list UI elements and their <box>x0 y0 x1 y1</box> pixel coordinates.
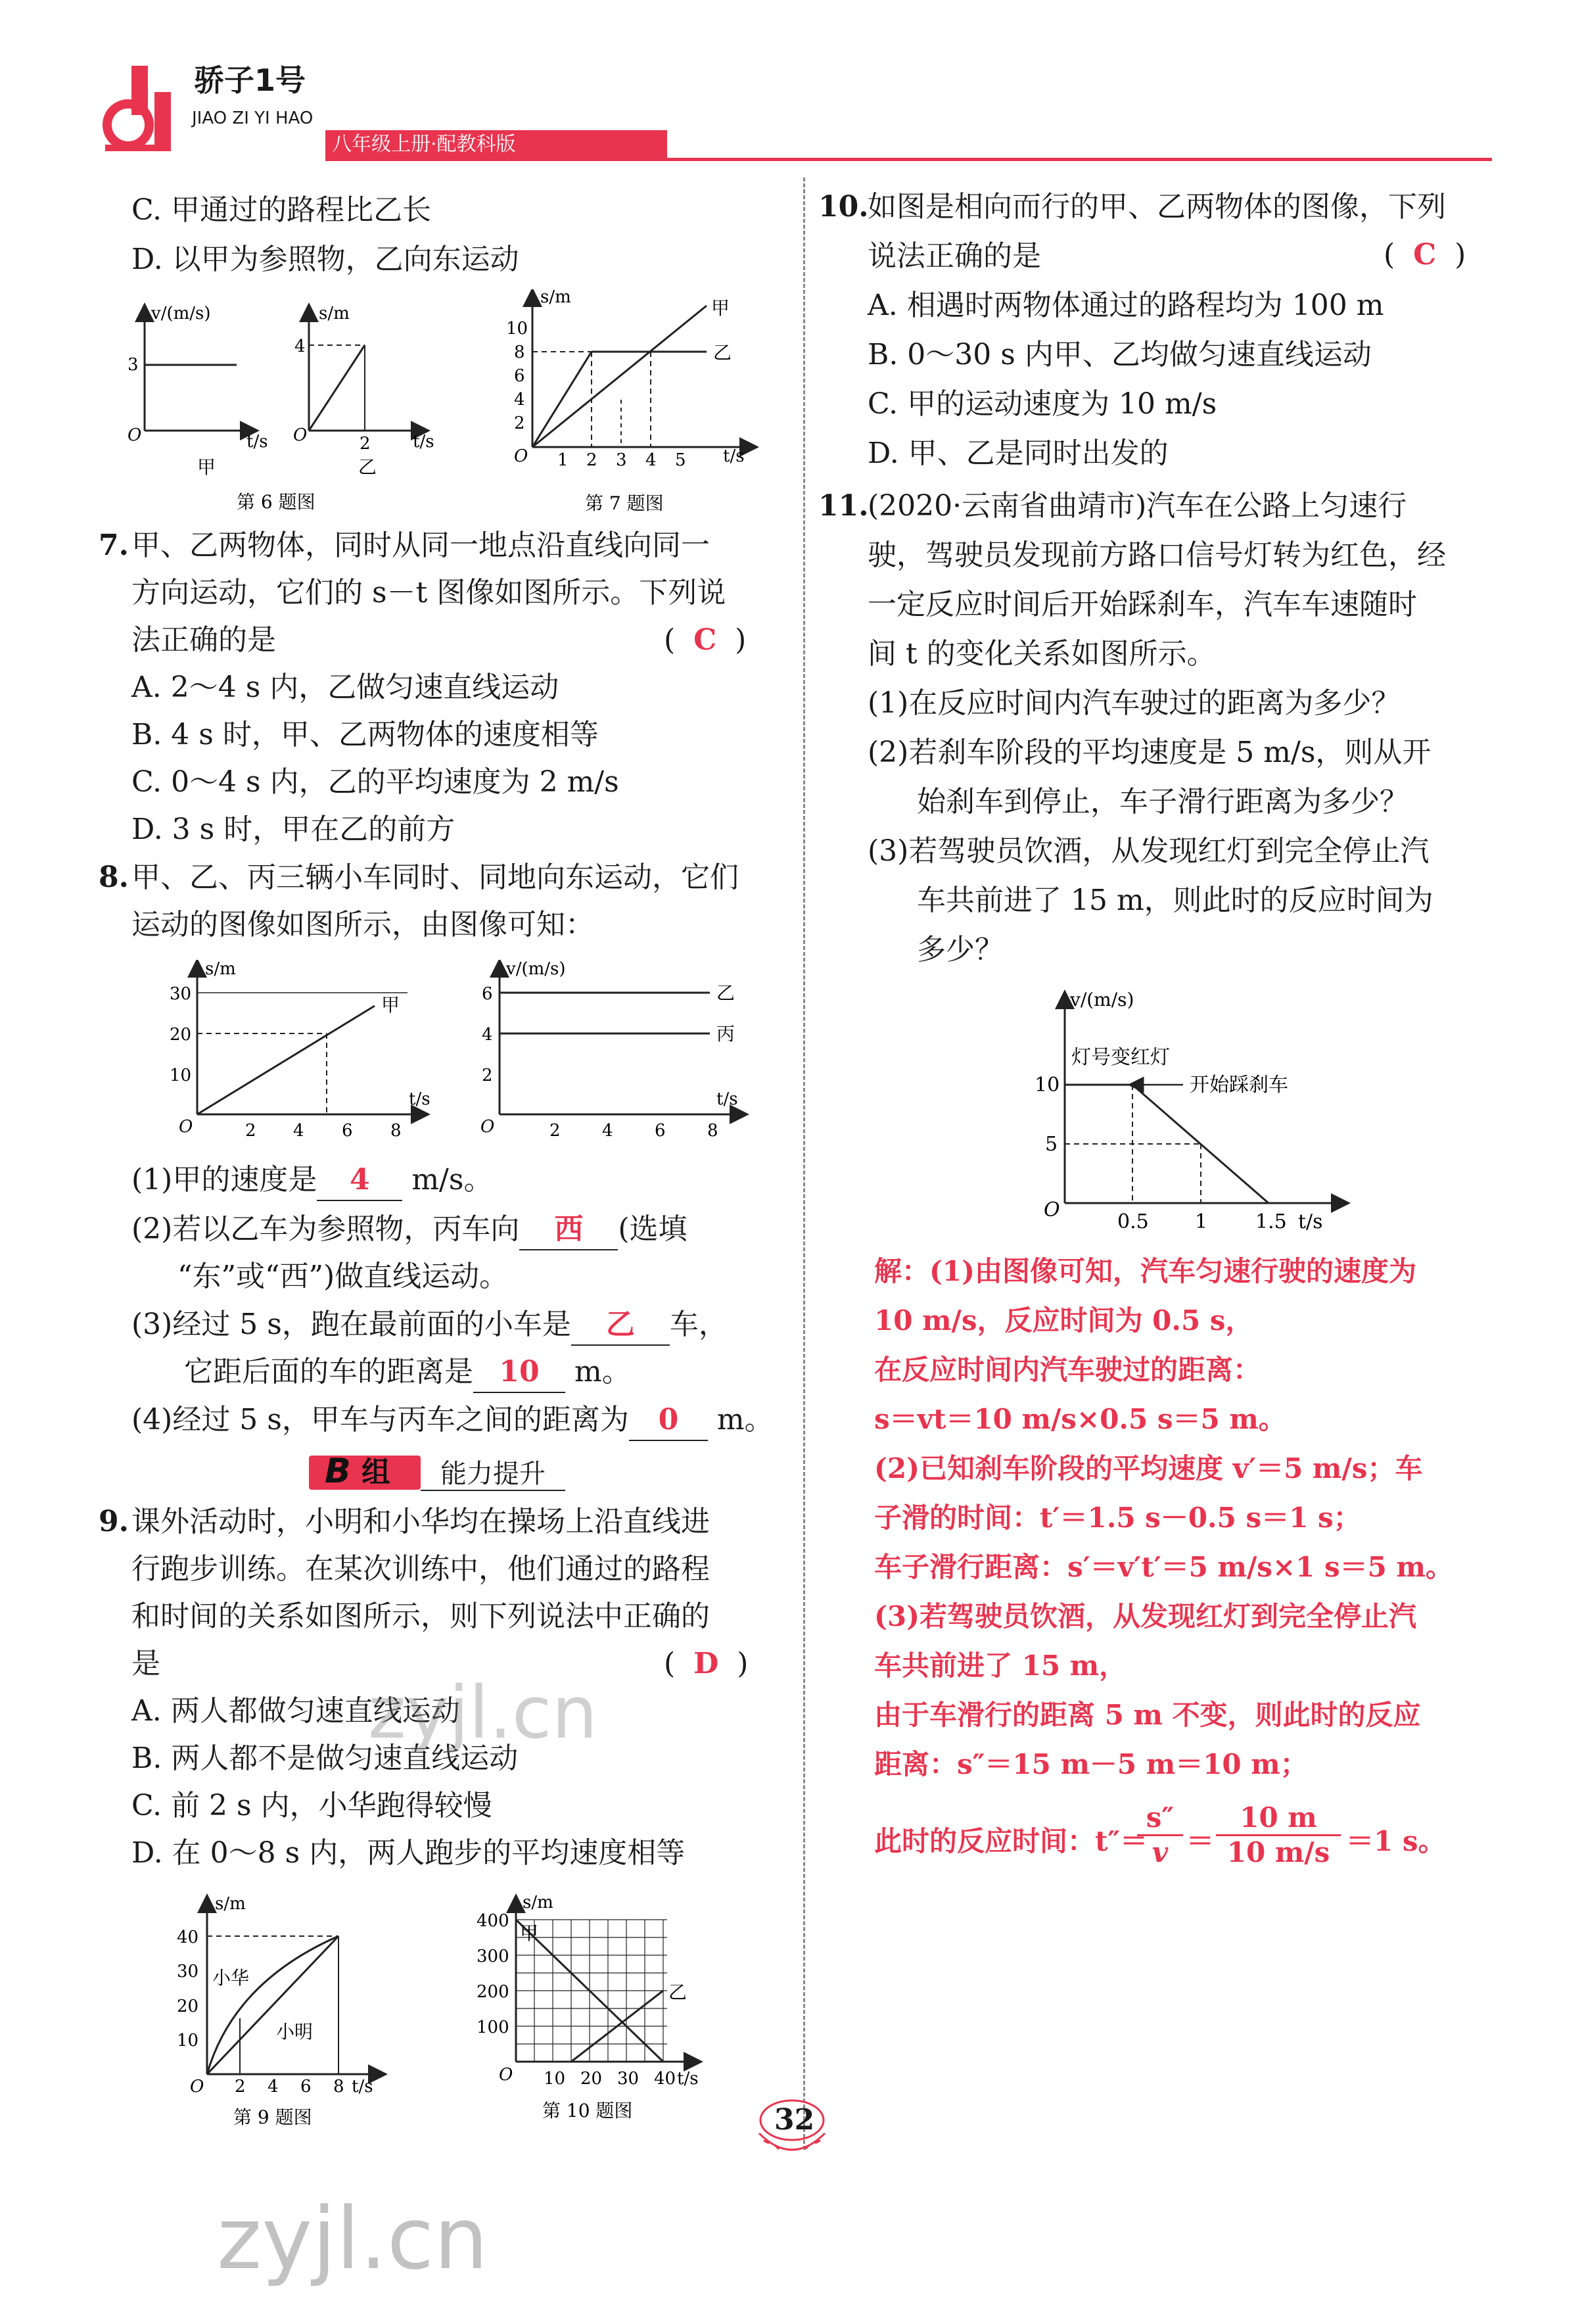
fig9-ytick-40: 40 <box>177 1928 199 1947</box>
fig8b-xtick-8: 8 <box>707 1121 718 1141</box>
fig7-jia-line <box>532 306 707 447</box>
fig10-t-label: t/s <box>677 2069 699 2089</box>
fig9-ytick-20: 20 <box>177 1997 199 2016</box>
fig8b-ytick-4: 4 <box>482 1025 493 1045</box>
fig8a-graph <box>158 960 434 1150</box>
solution-line-2: 10 m/s，反应时间为 0.5 s， <box>874 1304 1253 1337</box>
q8-p2-pre: (2)若以乙车为参照物，丙车向 <box>131 1212 520 1246</box>
q9-option-c: C. 前 2 s 内，小华跑得较慢 <box>131 1789 492 1822</box>
fig7-s-label: s/m <box>540 289 571 307</box>
fraction-2-den: 10 m/s <box>1226 1836 1330 1868</box>
fig6b-t-label: t/s <box>413 432 434 452</box>
fig9-ytick-30: 30 <box>177 1962 199 1981</box>
fig9-xtick-2: 2 <box>235 2077 246 2097</box>
microscope-logo-icon <box>92 53 184 158</box>
fig7-origin: O <box>514 446 528 466</box>
q9-option-a: A. 两人都做匀速直线运动 <box>131 1694 460 1728</box>
solution-line-3: 在反应时间内汽车驶过的距离： <box>874 1354 1261 1386</box>
fig11-note1: 灯号变红灯 <box>1071 1046 1170 1069</box>
fig8b-origin: O <box>480 1117 495 1137</box>
q6-option-c: C. 甲通过的路程比乙长 <box>131 193 432 227</box>
q8-p3b-pre: 它距后面的车的距离是 <box>184 1355 473 1388</box>
fig7-xtick-4: 4 <box>645 450 657 470</box>
fig8b-yi-label: 乙 <box>716 982 735 1004</box>
fig6a-v-tick: 3 <box>128 355 139 375</box>
fig9-xiaoming-line <box>207 1936 338 2074</box>
q7-answer-bracket: ( C ) <box>664 623 747 657</box>
fig7-xtick-1: 1 <box>557 450 569 470</box>
fig10-caption: 第 10 题图 <box>542 2100 633 2122</box>
solution-line-10: 由于车滑行的距离 5 m 不变，则此时的反应 <box>874 1699 1421 1731</box>
fig11-t-label: t/s <box>1298 1210 1323 1233</box>
fig7-ytick-8: 8 <box>514 343 525 362</box>
fig10-xtick-40: 40 <box>654 2069 676 2089</box>
solution-line-11: 距离：s″＝15 m－5 m＝10 m； <box>874 1748 1308 1780</box>
q11-line-2: 驶，驾驶员发现前方路口信号灯转为红色，经 <box>868 538 1446 572</box>
fig6-graphs <box>118 299 460 519</box>
q7-option-b: B. 4 s 时，甲、乙两物体的速度相等 <box>131 718 599 751</box>
fig6b-s-label: s/m <box>319 304 350 323</box>
q8-number: 8. <box>99 861 129 894</box>
group-b-group: 组 <box>361 1456 390 1489</box>
q8-p3b-post: m。 <box>574 1355 631 1388</box>
fig6b-yi-line <box>309 345 365 431</box>
fig11-xtick-05: 0.5 <box>1117 1210 1149 1233</box>
q8-line-1: 甲、乙、丙三辆小车同时、同地向东运动，它们 <box>131 861 739 894</box>
fig7-yi-label: 乙 <box>713 342 732 364</box>
q8-part2 <box>131 1210 687 1250</box>
fig8b-xtick-4: 4 <box>602 1121 613 1141</box>
fig6a-origin: O <box>128 425 142 445</box>
fig11-note2: 开始踩刹车 <box>1190 1074 1288 1097</box>
q11-line-4: 间 t 的变化关系如图所示。 <box>868 637 1216 671</box>
fig9-graph <box>161 1893 398 2130</box>
fig6-caption: 第 6 题图 <box>237 491 315 513</box>
q8-part1 <box>131 1160 492 1201</box>
fig8a-origin: O <box>179 1117 193 1137</box>
q8-p1-answer: 4 <box>317 1160 402 1201</box>
fig10-xtick-30: 30 <box>617 2069 640 2089</box>
q7-line-2: 方向运动，它们的 s－t 图像如图所示。下列说 <box>131 576 726 609</box>
q7-number: 7. <box>99 529 129 562</box>
page-header <box>92 53 1492 164</box>
q11-sub-3: (3)若驾驶员饮酒，从发现红灯到完全停止汽 <box>868 834 1430 868</box>
fig9-xiaoming-label: 小明 <box>276 2021 314 2043</box>
q10-option-a: A. 相遇时两物体通过的路程均为 100 m <box>868 289 1384 322</box>
q8-p3-pre: (3)经过 5 s，跑在最前面的小车是 <box>131 1308 571 1341</box>
fig10-origin: O <box>499 2065 513 2085</box>
fig6b-t-tick: 2 <box>360 434 371 454</box>
q10-number: 10. <box>818 190 869 224</box>
q11-line-3: 一定反应时间后开始踩刹车，汽车车速随时 <box>868 588 1417 621</box>
q10-answer: C <box>1413 238 1437 272</box>
q7-option-c: C. 0～4 s 内，乙的平均速度为 2 m/s <box>131 765 619 799</box>
fig10-ytick-100: 100 <box>477 2018 509 2037</box>
q11-sub-3b: 车共前进了 15 m，则此时的反应时间为 <box>917 884 1433 917</box>
fig11-xtick-15: 1.5 <box>1255 1210 1287 1233</box>
fig6b-s-tick: 4 <box>294 337 306 356</box>
fig6b-origin: O <box>293 425 308 445</box>
fig8b-t-label: t/s <box>716 1089 738 1109</box>
fig8a-xtick-6: 6 <box>342 1121 353 1141</box>
q11-sub-2b: 始刹车到停止，车子滑行距离为多少？ <box>917 785 1409 818</box>
group-b-badge: B <box>325 1452 351 1491</box>
fig8b-v-label: v/(m/s) <box>506 960 566 979</box>
fig7-ytick-2: 2 <box>514 414 525 433</box>
fig7-t-label: t/s <box>723 446 745 466</box>
q8-p1-pre: (1)甲的速度是 <box>131 1163 317 1197</box>
fig8a-ytick-10: 10 <box>170 1066 192 1085</box>
fig10-ytick-400: 400 <box>477 1911 509 1931</box>
fig9-caption: 第 9 题图 <box>233 2106 312 2128</box>
q9-answer-bracket: ( D ) <box>664 1647 749 1680</box>
fig10-graph <box>470 1893 720 2130</box>
page-number: 32 <box>774 2103 815 2137</box>
solution-line-4: s＝vt＝10 m/s×0.5 s＝5 m。 <box>874 1403 1286 1435</box>
solution-final-eq: ＝ <box>1186 1825 1215 1857</box>
q8-line-2: 运动的图像如图所示，由图像可知： <box>131 908 594 941</box>
solution-final-pre: 此时的反应时间：t″＝ <box>874 1825 1148 1857</box>
q9-option-b: B. 两人都不是做匀速直线运动 <box>131 1742 519 1775</box>
fig6b-caption-yi: 乙 <box>358 456 377 478</box>
edition-label: 八年级上册·配教科版 <box>332 133 516 156</box>
fig11-ytick-5: 5 <box>1045 1133 1058 1156</box>
q9-number: 9. <box>99 1505 129 1538</box>
column-divider <box>803 178 805 2150</box>
fig8a-t-label: t/s <box>409 1089 431 1109</box>
fig7-caption: 第 7 题图 <box>585 492 664 514</box>
fig8a-xtick-8: 8 <box>390 1121 402 1141</box>
q8-p2-post: (选填 <box>618 1212 687 1246</box>
q9-line-4: 是 <box>131 1647 160 1680</box>
fig10-xtick-10: 10 <box>544 2069 566 2089</box>
fig8b-ytick-2: 2 <box>482 1066 493 1085</box>
q8-p4-pre: (4)经过 5 s，甲车与丙车之间的距离为 <box>131 1403 629 1436</box>
fraction-1-den: v <box>1152 1836 1169 1868</box>
fig8a-s-label: s/m <box>205 960 236 979</box>
q11-sub-3c: 多少？ <box>917 933 1004 966</box>
q10-option-b: B. 0～30 s 内甲、乙均做匀速直线运动 <box>868 338 1372 371</box>
fig11-origin: O <box>1044 1198 1060 1221</box>
fig8a-ytick-20: 20 <box>170 1025 192 1045</box>
fig10-jia-label: 甲 <box>520 1922 539 1944</box>
fig10-ytick-300: 300 <box>477 1947 509 1966</box>
q11-line-1: (2020·云南省曲靖市)汽车在公路上匀速行 <box>868 489 1407 523</box>
fig7-ytick-10: 10 <box>506 319 528 339</box>
q9-line-1: 课外活动时，小明和小华均在操场上沿直线进 <box>131 1505 710 1538</box>
fig9-s-label: s/m <box>215 1894 246 1914</box>
q10-option-d: D. 甲、乙是同时出发的 <box>868 437 1169 470</box>
q9-option-d: D. 在 0～8 s 内，两人跑步的平均速度相等 <box>131 1836 686 1870</box>
solution-line-7: 车子滑行距离：s′＝v′t′＝5 m/s×1 s＝5 m。 <box>874 1551 1453 1583</box>
watermark-mid: zyjl.cn <box>368 1671 598 1755</box>
fig9-ytick-10: 10 <box>177 2031 199 2051</box>
fig6a-v-label: v/(m/s) <box>151 304 211 323</box>
solution-line-1: 解：(1)由图像可知，汽车匀速行驶的速度为 <box>874 1255 1416 1287</box>
fig9-origin: O <box>190 2077 204 2097</box>
fig10-xtick-20: 20 <box>580 2069 603 2089</box>
fig10-s-label: s/m <box>523 1893 553 1912</box>
q8-p2-answer: 西 <box>519 1210 618 1250</box>
q8-p3-post: 车， <box>669 1308 728 1341</box>
q9-answer: D <box>693 1647 719 1680</box>
q8-part2-line2: “东”或“西”)做直线运动。 <box>177 1260 509 1293</box>
fig8b-bing-label: 丙 <box>716 1023 735 1045</box>
q10-option-c: C. 甲的运动速度为 10 m/s <box>868 387 1217 421</box>
q7-option-d: D. 3 s 时，甲在乙的前方 <box>131 813 455 846</box>
brand-pinyin: JIAO ZI YI HAO <box>192 108 314 128</box>
q10-answer-bracket: ( C ) <box>1384 238 1466 272</box>
group-b-underline <box>421 1490 565 1491</box>
q7-option-a: A. 2～4 s 内，乙做匀速直线运动 <box>131 671 559 704</box>
fig6a-caption-jia: 甲 <box>197 456 216 478</box>
fig7-graph <box>500 289 776 519</box>
q8-part3 <box>131 1305 728 1346</box>
fig8a-xtick-2: 2 <box>245 1121 256 1141</box>
fig6a-t-label: t/s <box>246 432 268 452</box>
fig8a-jia-line <box>197 1006 375 1114</box>
fig8b-xtick-2: 2 <box>549 1121 561 1141</box>
q11-sub-1: (1)在反应时间内汽车驶过的距离为多少？ <box>868 686 1401 720</box>
fig10-ytick-200: 200 <box>477 1982 509 2002</box>
fig8b-graph <box>463 960 766 1150</box>
brand-title: 骄子1号 <box>194 62 306 98</box>
fig8a-jia-label: 甲 <box>381 994 400 1016</box>
q8-p3b-answer: 10 <box>473 1352 565 1393</box>
group-b-title: 能力提升 <box>440 1459 546 1489</box>
q10-line-1: 如图是相向而行的甲、乙两物体的图像，下列 <box>868 190 1446 224</box>
fig9-xiaohua-label: 小华 <box>212 1967 250 1989</box>
q11-sub-2: (2)若刹车阶段的平均速度是 5 m/s，则从开 <box>868 736 1432 769</box>
solution-line-5: (2)已知刹车阶段的平均速度 v′＝5 m/s；车 <box>874 1452 1423 1484</box>
fig11-ytick-10: 10 <box>1035 1074 1060 1097</box>
fig8a-xtick-4: 4 <box>293 1121 304 1141</box>
fraction-1-num: s″ <box>1146 1801 1175 1834</box>
fig7-xtick-3: 3 <box>616 450 627 470</box>
fraction-1 <box>1137 1801 1183 1869</box>
q8-part3-line2 <box>184 1352 631 1393</box>
watermark-bottom: zyjl.cn <box>217 2189 488 2288</box>
fig7-ytick-6: 6 <box>514 366 525 386</box>
q9-line-3: 和时间的关系如图所示，则下列说法中正确的 <box>131 1600 710 1633</box>
q7-line-3: 法正确的是 <box>131 623 276 657</box>
q7-line-1: 甲、乙两物体，同时从同一地点沿直线向同一 <box>131 529 710 562</box>
fig7-ytick-4: 4 <box>514 390 525 410</box>
fig8b-ytick-6: 6 <box>482 984 493 1004</box>
header-rule <box>325 158 1492 161</box>
solution-line-8: (3)若驾驶员饮酒，从发现红灯到完全停止汽 <box>874 1600 1416 1632</box>
fraction-2 <box>1216 1801 1341 1869</box>
fig7-xtick-5: 5 <box>675 450 686 470</box>
q8-p3-answer: 乙 <box>571 1305 670 1346</box>
fig11-xtick-1: 1 <box>1195 1210 1208 1233</box>
page-number-badge <box>743 2094 841 2166</box>
q10-line-2: 说法正确的是 <box>868 239 1041 273</box>
fraction-2-num: 10 m <box>1240 1801 1317 1834</box>
q11-number: 11. <box>818 489 869 523</box>
fig9-xtick-8: 8 <box>333 2077 344 2097</box>
fig11-graph <box>1025 986 1367 1236</box>
solution-line-9: 车共前进了 15 m， <box>874 1649 1127 1682</box>
q6-option-d: D. 以甲为参照物，乙向东运动 <box>131 243 519 276</box>
fig7-yi-seg1 <box>532 352 592 447</box>
group-b-banner <box>309 1453 572 1494</box>
q8-p4-post: m。 <box>716 1403 774 1436</box>
fig8b-xtick-6: 6 <box>655 1121 666 1141</box>
solution-final-line <box>874 1801 1466 1874</box>
q8-part4 <box>131 1400 774 1441</box>
fig8a-ytick-30: 30 <box>170 984 192 1004</box>
fig7-xtick-2: 2 <box>586 450 597 470</box>
q9-line-2: 行跑步训练。在某次训练中，他们通过的路程 <box>131 1552 710 1586</box>
solution-final-post: ＝1 s。 <box>1346 1825 1446 1857</box>
q8-p4-answer: 0 <box>629 1400 708 1441</box>
fig7-jia-label: 甲 <box>711 297 730 319</box>
fig11-v-label: v/(m/s) <box>1070 989 1134 1010</box>
fig9-xtick-6: 6 <box>300 2077 312 2097</box>
fig9-xtick-4: 4 <box>268 2077 279 2097</box>
solution-line-6: 子滑的时间：t′＝1.5 s－0.5 s＝1 s； <box>874 1502 1361 1534</box>
q8-p1-post: m/s。 <box>411 1163 493 1197</box>
fig9-t-label: t/s <box>352 2077 373 2097</box>
fig10-yi-label: 乙 <box>668 1981 687 2003</box>
q7-answer: C <box>693 623 717 657</box>
